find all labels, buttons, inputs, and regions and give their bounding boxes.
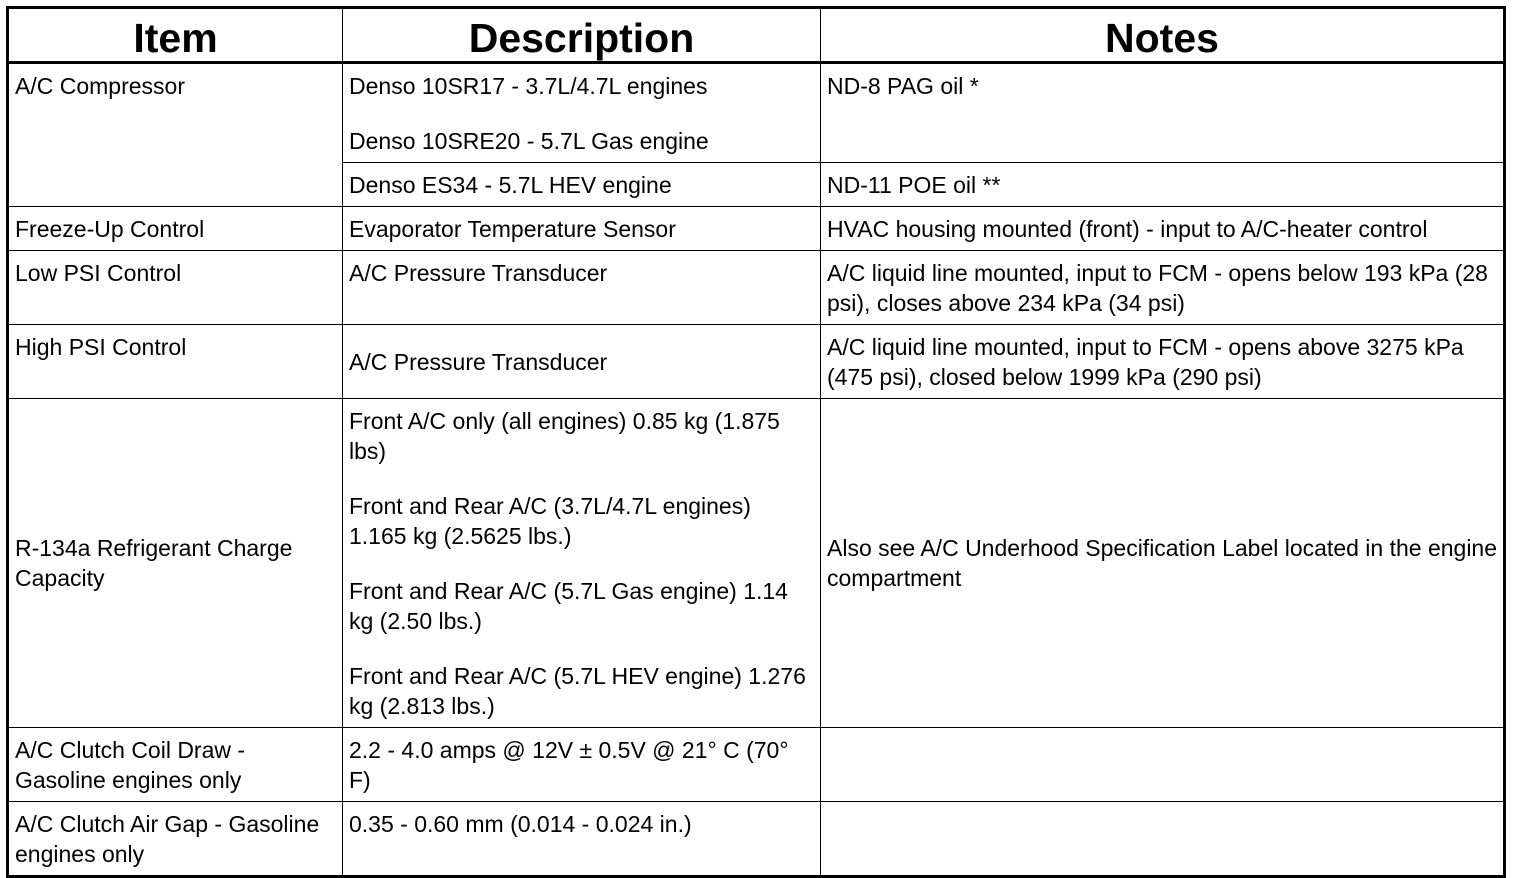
description-line: Front and Rear A/C (5.7L HEV engine) 1.276 kg (2.813 lbs.)	[349, 663, 806, 719]
spec-table	[6, 6, 1506, 878]
description-cell	[343, 163, 821, 207]
item-label: Low PSI Control	[15, 260, 182, 286]
description-line: Denso 10SR17 - 3.7L/4.7L engines	[349, 73, 708, 99]
notes-cell	[821, 251, 1505, 325]
item-label: A/C Clutch Air Gap - Gasoline engines only	[15, 811, 320, 867]
table-row-high-psi	[8, 325, 1505, 399]
header-description: Description	[343, 8, 821, 63]
description-line: Denso ES34 - 5.7L HEV engine	[349, 172, 672, 198]
item-cell	[8, 63, 343, 207]
item-label: A/C Clutch Coil Draw - Gasoline engines only	[15, 737, 246, 793]
item-cell	[8, 207, 343, 251]
item-label: High PSI Control	[15, 334, 187, 360]
description-line: Front A/C only (all engines) 0.85 kg (1.875 lbs)	[349, 408, 780, 464]
item-cell	[8, 728, 343, 802]
notes-text: A/C liquid line mounted, input to FCM - opens below 193 kPa (28 psi), closes above 234 kPa (34 psi)	[827, 260, 1488, 316]
notes-text: A/C liquid line mounted, input to FCM - opens above 3275 kPa (475 psi), closed below 1999 kPa (290 psi)	[827, 334, 1464, 390]
description-line: Front and Rear A/C (3.7L/4.7L engines) 1.165 kg (2.5625 lbs.)	[349, 493, 751, 549]
notes-text: ND-8 PAG oil *	[827, 73, 979, 99]
description-cell	[343, 399, 821, 728]
description-line: Denso 10SRE20 - 5.7L Gas engine	[349, 128, 709, 154]
notes-cell	[821, 728, 1505, 802]
notes-cell	[821, 163, 1505, 207]
description-line: 2.2 - 4.0 amps @ 12V ± 0.5V @ 21° C (70° F)	[349, 737, 789, 793]
description-cell	[343, 802, 821, 877]
description-line: 0.35 - 0.60 mm (0.014 - 0.024 in.)	[349, 811, 692, 837]
item-label: R-134a Refrigerant Charge Capacity	[15, 535, 293, 591]
table-row-compressor-a	[8, 63, 1505, 163]
notes-cell	[821, 399, 1505, 728]
item-cell	[8, 399, 343, 728]
header-row	[8, 8, 1505, 63]
description-cell	[343, 63, 821, 163]
notes-text: Also see A/C Underhood Specification Label located in the engine compartment	[827, 535, 1498, 591]
table-row-air-gap	[8, 802, 1505, 877]
description-cell	[343, 728, 821, 802]
description-line: Evaporator Temperature Sensor	[349, 216, 676, 242]
table-row-clutch-draw	[8, 728, 1505, 802]
description-line: Front and Rear A/C (5.7L Gas engine) 1.14 kg (2.50 lbs.)	[349, 578, 788, 634]
description-line: A/C Pressure Transducer	[349, 260, 608, 286]
table-row-low-psi	[8, 251, 1505, 325]
item-cell	[8, 802, 343, 877]
description-cell	[343, 251, 821, 325]
item-label: A/C Compressor	[15, 73, 185, 99]
table-row-freeze-up	[8, 207, 1505, 251]
table-row-refrigerant	[8, 399, 1505, 728]
notes-cell	[821, 325, 1505, 399]
description-cell	[343, 325, 821, 399]
header-item: Item	[8, 8, 343, 63]
description-cell	[343, 207, 821, 251]
notes-text: ND-11 POE oil **	[827, 172, 1001, 198]
notes-text: HVAC housing mounted (front) - input to A/C-heater control	[827, 216, 1428, 242]
header-notes: Notes	[821, 8, 1505, 63]
item-label: Freeze-Up Control	[15, 216, 205, 242]
notes-cell	[821, 63, 1505, 163]
notes-cell	[821, 207, 1505, 251]
item-cell	[8, 325, 343, 399]
notes-cell	[821, 802, 1505, 877]
description-line: A/C Pressure Transducer	[349, 348, 608, 375]
item-cell	[8, 251, 343, 325]
